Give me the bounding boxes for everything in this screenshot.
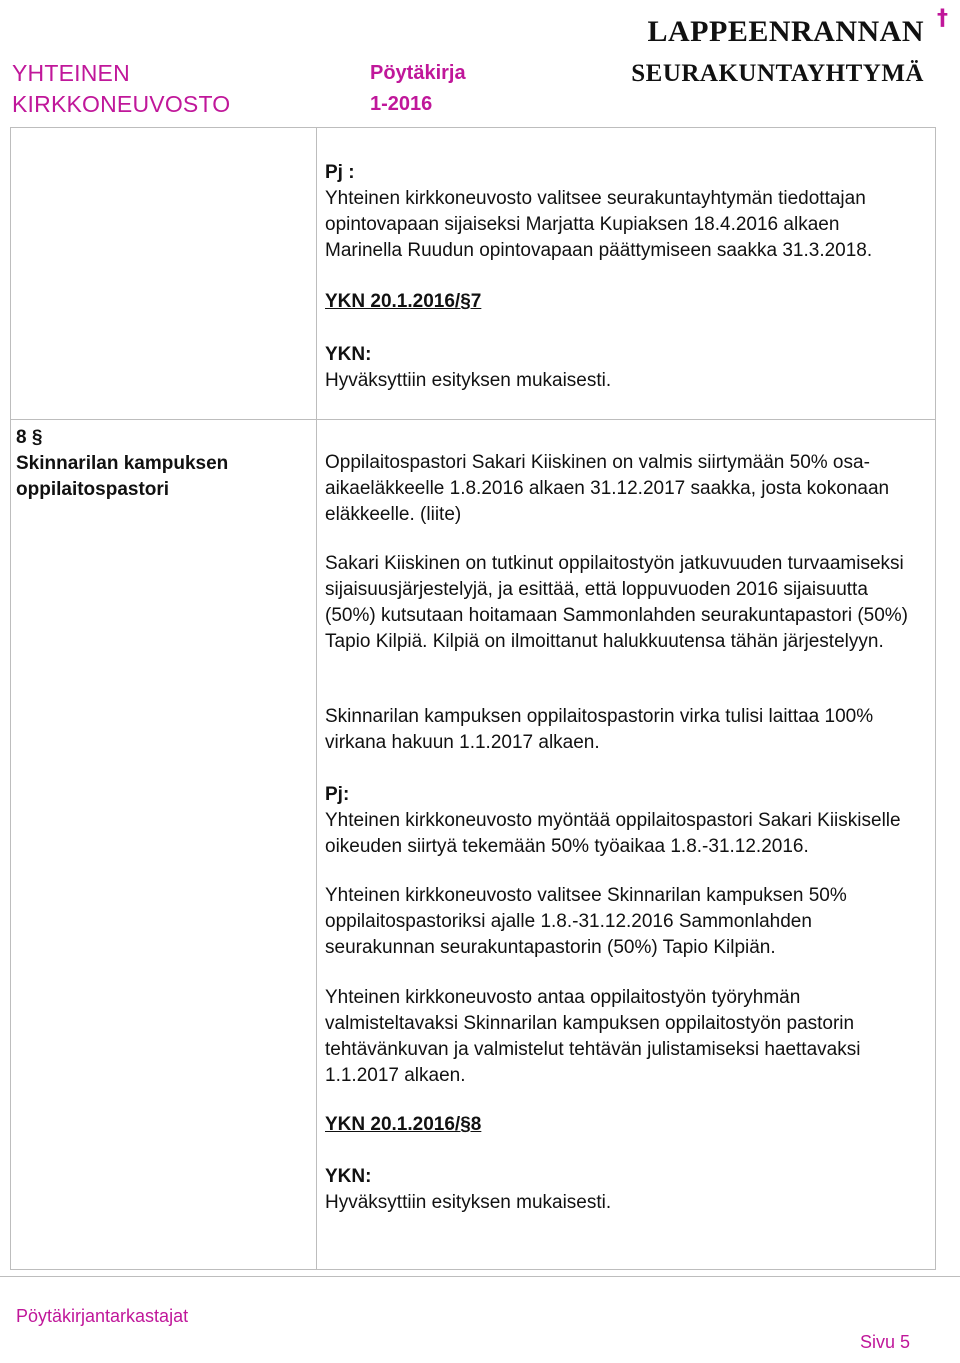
organization-line-1: YHTEINEN xyxy=(12,60,130,86)
section-title: Skinnarilan kampuksen oppilaitospastori xyxy=(16,453,229,500)
section-body-3: Yhteinen kirkkoneuvosto valitsee Skinnarilan kampuksen 50% oppilaitospastoriksi ajalle 1.8.-31.12.2016 Sammonlahden seurakunnan seurakuntapastorin (50%) Tapio Kilpiän. xyxy=(325,885,847,958)
organization-line-2: KIRKKONEUVOSTO xyxy=(12,91,231,117)
prev-pj-text: Yhteinen kirkkoneuvosto valitsee seurakuntayhtymän tiedottajan opintovapaan sijaiseksi Marjatta Kupiaksen 18.4.2016 alkaen Marinella Ruudun opintovapaan päättymiseen saakka 31.3.2018. xyxy=(325,188,873,261)
section-intro: Oppilaitospastori Sakari Kiiskinen on valmis siirtymään 50% osa-aikaeläkkeelle 1.8.2016 alkaen 31.12.2017 saakka, josta kokonaan eläkkeelle. (liite) xyxy=(325,452,890,525)
page-number: Sivu 5 xyxy=(860,1332,911,1352)
prev-pj-label: Pj : xyxy=(325,162,355,183)
cross-icon: † xyxy=(937,6,948,31)
section-pj-text: Yhteinen kirkkoneuvosto myöntää oppilaitospastori Sakari Kiiskiselle oikeuden siirtyä tekemään 50% työaikaa 1.8.-31.12.2016. xyxy=(325,810,901,857)
section-body-1: Sakari Kiiskinen on tutkinut oppilaitostyön jatkuvuuden turvaamiseksi sijaisuusjärjestelyjä, ja esittää, että loppuvuoden 2016 sijaisuutta (50%) kutsutaan hoitamaan Sammonlahden seurakuntapastori (50%) Tapio Kilpiä. Kilpiä on ilmoittanut halukkuutensa tähän järjestelyyn. xyxy=(325,553,908,652)
organization-name xyxy=(12,58,230,120)
document-type-label: Pöytäkirja xyxy=(370,62,466,84)
minutes-inspectors-label: Pöytäkirjantarkastajat xyxy=(16,1306,189,1326)
section-ykn-label: YKN: xyxy=(325,1166,372,1187)
document-type xyxy=(370,58,466,120)
brand-line-2: SEURAKUNTAYHTYMÄ xyxy=(631,60,924,87)
prev-ykn-decision: Hyväksyttiin esityksen mukaisesti. xyxy=(325,370,612,391)
section-ykn-decision: Hyväksyttiin esityksen mukaisesti. xyxy=(325,1192,612,1213)
brand-line-1: LAPPEENRANNAN xyxy=(647,15,924,48)
row-divider xyxy=(11,419,935,420)
table-bottom-border xyxy=(11,1269,935,1270)
prev-ykn-label: YKN: xyxy=(325,344,372,365)
footer-divider xyxy=(0,1276,960,1277)
section-heading xyxy=(16,425,306,503)
section-number: 8 § xyxy=(16,427,43,448)
brand-logo xyxy=(631,6,948,94)
section-body-2: Skinnarilan kampuksen oppilaitospastorin virka tulisi laittaa 100% virkana hakuun 1.1.2017 alkaen. xyxy=(325,706,874,753)
section-pj-label: Pj: xyxy=(325,784,350,805)
document-number: 1-2016 xyxy=(370,93,433,115)
section-body-4: Yhteinen kirkkoneuvosto antaa oppilaitostyön työryhmän valmisteltavaksi Skinnarilan kampuksen oppilaitostyön pastorin tehtävänkuvan ja valmistelut tehtävän julistamiseksi haettavaksi 1.1.2017 alkaen. xyxy=(325,987,861,1086)
prev-ykn-reference: YKN 20.1.2016/§7 xyxy=(325,291,482,312)
section-ykn-reference: YKN 20.1.2016/§8 xyxy=(325,1114,482,1135)
